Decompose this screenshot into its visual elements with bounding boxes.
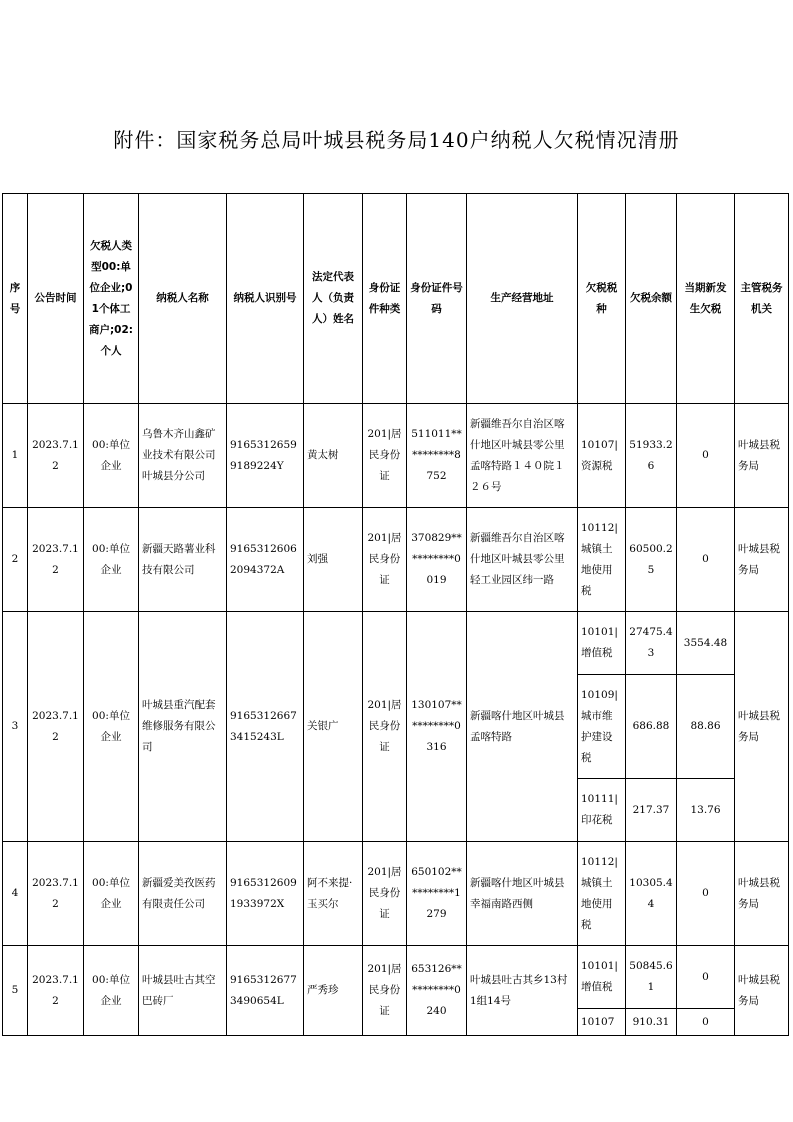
cell-balance: 910.31 <box>626 1009 677 1036</box>
cell-rep: 关银广 <box>304 612 363 842</box>
cell-tax-id: 91653126091933972X <box>227 842 304 946</box>
cell-tax-kind: 10112|城镇土地使用税 <box>578 508 626 612</box>
header-row <box>3 194 789 404</box>
cell-address: 新疆喀什地区叶城县孟喀特路 <box>467 612 578 842</box>
cell-new-tax: 0 <box>677 842 735 946</box>
cell-address: 新疆维吾尔自治区喀什地区叶城县零公里孟喀特路１４０院１２６号 <box>467 404 578 508</box>
cell-tax-id: 91653126062094372A <box>227 508 304 612</box>
cell-id-no: 650102**********1279 <box>407 842 467 946</box>
header-date: 公告时间 <box>28 194 84 404</box>
tax-arrears-table <box>2 193 789 1036</box>
cell-tax-id: 91653126773490654L <box>227 946 304 1036</box>
cell-tax-kind: 10101|增值税 <box>578 612 626 675</box>
cell-seq: 5 <box>3 946 28 1036</box>
cell-id-no: 130107**********0316 <box>407 612 467 842</box>
cell-authority: 叶城县税务局 <box>735 612 789 842</box>
cell-date: 2023.7.12 <box>28 842 84 946</box>
header-seq: 序号 <box>3 194 28 404</box>
cell-name: 新疆天路薯业科技有限公司 <box>139 508 227 612</box>
cell-id-no: 370829**********0019 <box>407 508 467 612</box>
cell-new-tax: 3554.48 <box>677 612 735 675</box>
cell-rep: 严秀珍 <box>304 946 363 1036</box>
cell-name: 叶城县吐古其空巴砖厂 <box>139 946 227 1036</box>
cell-date: 2023.7.12 <box>28 404 84 508</box>
cell-address: 叶城县吐古其乡13村1组14号 <box>467 946 578 1036</box>
cell-seq: 2 <box>3 508 28 612</box>
cell-tax-kind: 10101|增值税 <box>578 946 626 1009</box>
header-new-tax: 当期新发生欠税 <box>677 194 735 404</box>
table-row <box>3 404 789 508</box>
cell-tax-kind: 10111|印花税 <box>578 779 626 842</box>
cell-tax-kind: 10109|城市维护建设税 <box>578 675 626 779</box>
cell-rep: 阿不来提·玉买尔 <box>304 842 363 946</box>
cell-new-tax: 88.86 <box>677 675 735 779</box>
cell-rep: 黄太树 <box>304 404 363 508</box>
cell-new-tax: 0 <box>677 404 735 508</box>
cell-balance: 217.37 <box>626 779 677 842</box>
cell-type: 00:单位企业 <box>84 612 139 842</box>
header-name: 纳税人名称 <box>139 194 227 404</box>
table-row <box>3 612 789 675</box>
cell-seq: 3 <box>3 612 28 842</box>
cell-id-type: 201|居民身份证 <box>363 404 407 508</box>
header-rep: 法定代表人（负责人）姓名 <box>304 194 363 404</box>
cell-address: 新疆维吾尔自治区喀什地区叶城县零公里轻工业园区纬一路 <box>467 508 578 612</box>
page-title: 附件：国家税务总局叶城县税务局140户纳税人欠税情况清册 <box>113 128 680 152</box>
cell-balance: 60500.25 <box>626 508 677 612</box>
table-row <box>3 946 789 1009</box>
header-authority: 主管税务机关 <box>735 194 789 404</box>
cell-id-no: 653126**********0240 <box>407 946 467 1036</box>
cell-id-type: 201|居民身份证 <box>363 842 407 946</box>
cell-authority: 叶城县税务局 <box>735 404 789 508</box>
cell-type: 00:单位企业 <box>84 946 139 1036</box>
cell-id-no: 511011**********8752 <box>407 404 467 508</box>
cell-balance: 50845.61 <box>626 946 677 1009</box>
cell-balance: 686.88 <box>626 675 677 779</box>
cell-tax-kind: 10112|城镇土地使用税 <box>578 842 626 946</box>
cell-rep: 刘强 <box>304 508 363 612</box>
cell-id-type: 201|居民身份证 <box>363 612 407 842</box>
cell-seq: 1 <box>3 404 28 508</box>
cell-new-tax: 13.76 <box>677 779 735 842</box>
cell-type: 00:单位企业 <box>84 508 139 612</box>
header-tax-id: 纳税人识别号 <box>227 194 304 404</box>
table-row <box>3 842 789 946</box>
cell-name: 乌鲁木齐山鑫矿业技术有限公司叶城县分公司 <box>139 404 227 508</box>
cell-authority: 叶城县税务局 <box>735 508 789 612</box>
table-row <box>3 508 789 612</box>
header-tax-kind: 欠税税种 <box>578 194 626 404</box>
cell-tax-id: 91653126599189224Y <box>227 404 304 508</box>
cell-date: 2023.7.12 <box>28 612 84 842</box>
header-balance: 欠税余额 <box>626 194 677 404</box>
cell-new-tax: 0 <box>677 946 735 1009</box>
cell-balance: 27475.43 <box>626 612 677 675</box>
header-address: 生产经营地址 <box>467 194 578 404</box>
header-id-no: 身份证件号码 <box>407 194 467 404</box>
cell-new-tax: 0 <box>677 508 735 612</box>
cell-seq: 4 <box>3 842 28 946</box>
cell-address: 新疆喀什地区叶城县幸福南路西侧 <box>467 842 578 946</box>
cell-tax-id: 91653126673415243L <box>227 612 304 842</box>
cell-date: 2023.7.12 <box>28 946 84 1036</box>
cell-authority: 叶城县税务局 <box>735 842 789 946</box>
cell-authority: 叶城县税务局 <box>735 946 789 1036</box>
cell-balance: 10305.44 <box>626 842 677 946</box>
cell-new-tax: 0 <box>677 1009 735 1036</box>
header-type: 欠税人类型00:单位企业;01个体工商户;02:个人 <box>84 194 139 404</box>
cell-type: 00:单位企业 <box>84 842 139 946</box>
cell-name: 叶城县重汽配套维修服务有限公司 <box>139 612 227 842</box>
cell-id-type: 201|居民身份证 <box>363 508 407 612</box>
cell-name: 新疆爱美孜医药有限责任公司 <box>139 842 227 946</box>
header-id-type: 身份证件种类 <box>363 194 407 404</box>
cell-balance: 51933.26 <box>626 404 677 508</box>
cell-date: 2023.7.12 <box>28 508 84 612</box>
cell-tax-kind: 10107 <box>578 1009 626 1036</box>
cell-id-type: 201|居民身份证 <box>363 946 407 1036</box>
cell-tax-kind: 10107|资源税 <box>578 404 626 508</box>
cell-type: 00:单位企业 <box>84 404 139 508</box>
